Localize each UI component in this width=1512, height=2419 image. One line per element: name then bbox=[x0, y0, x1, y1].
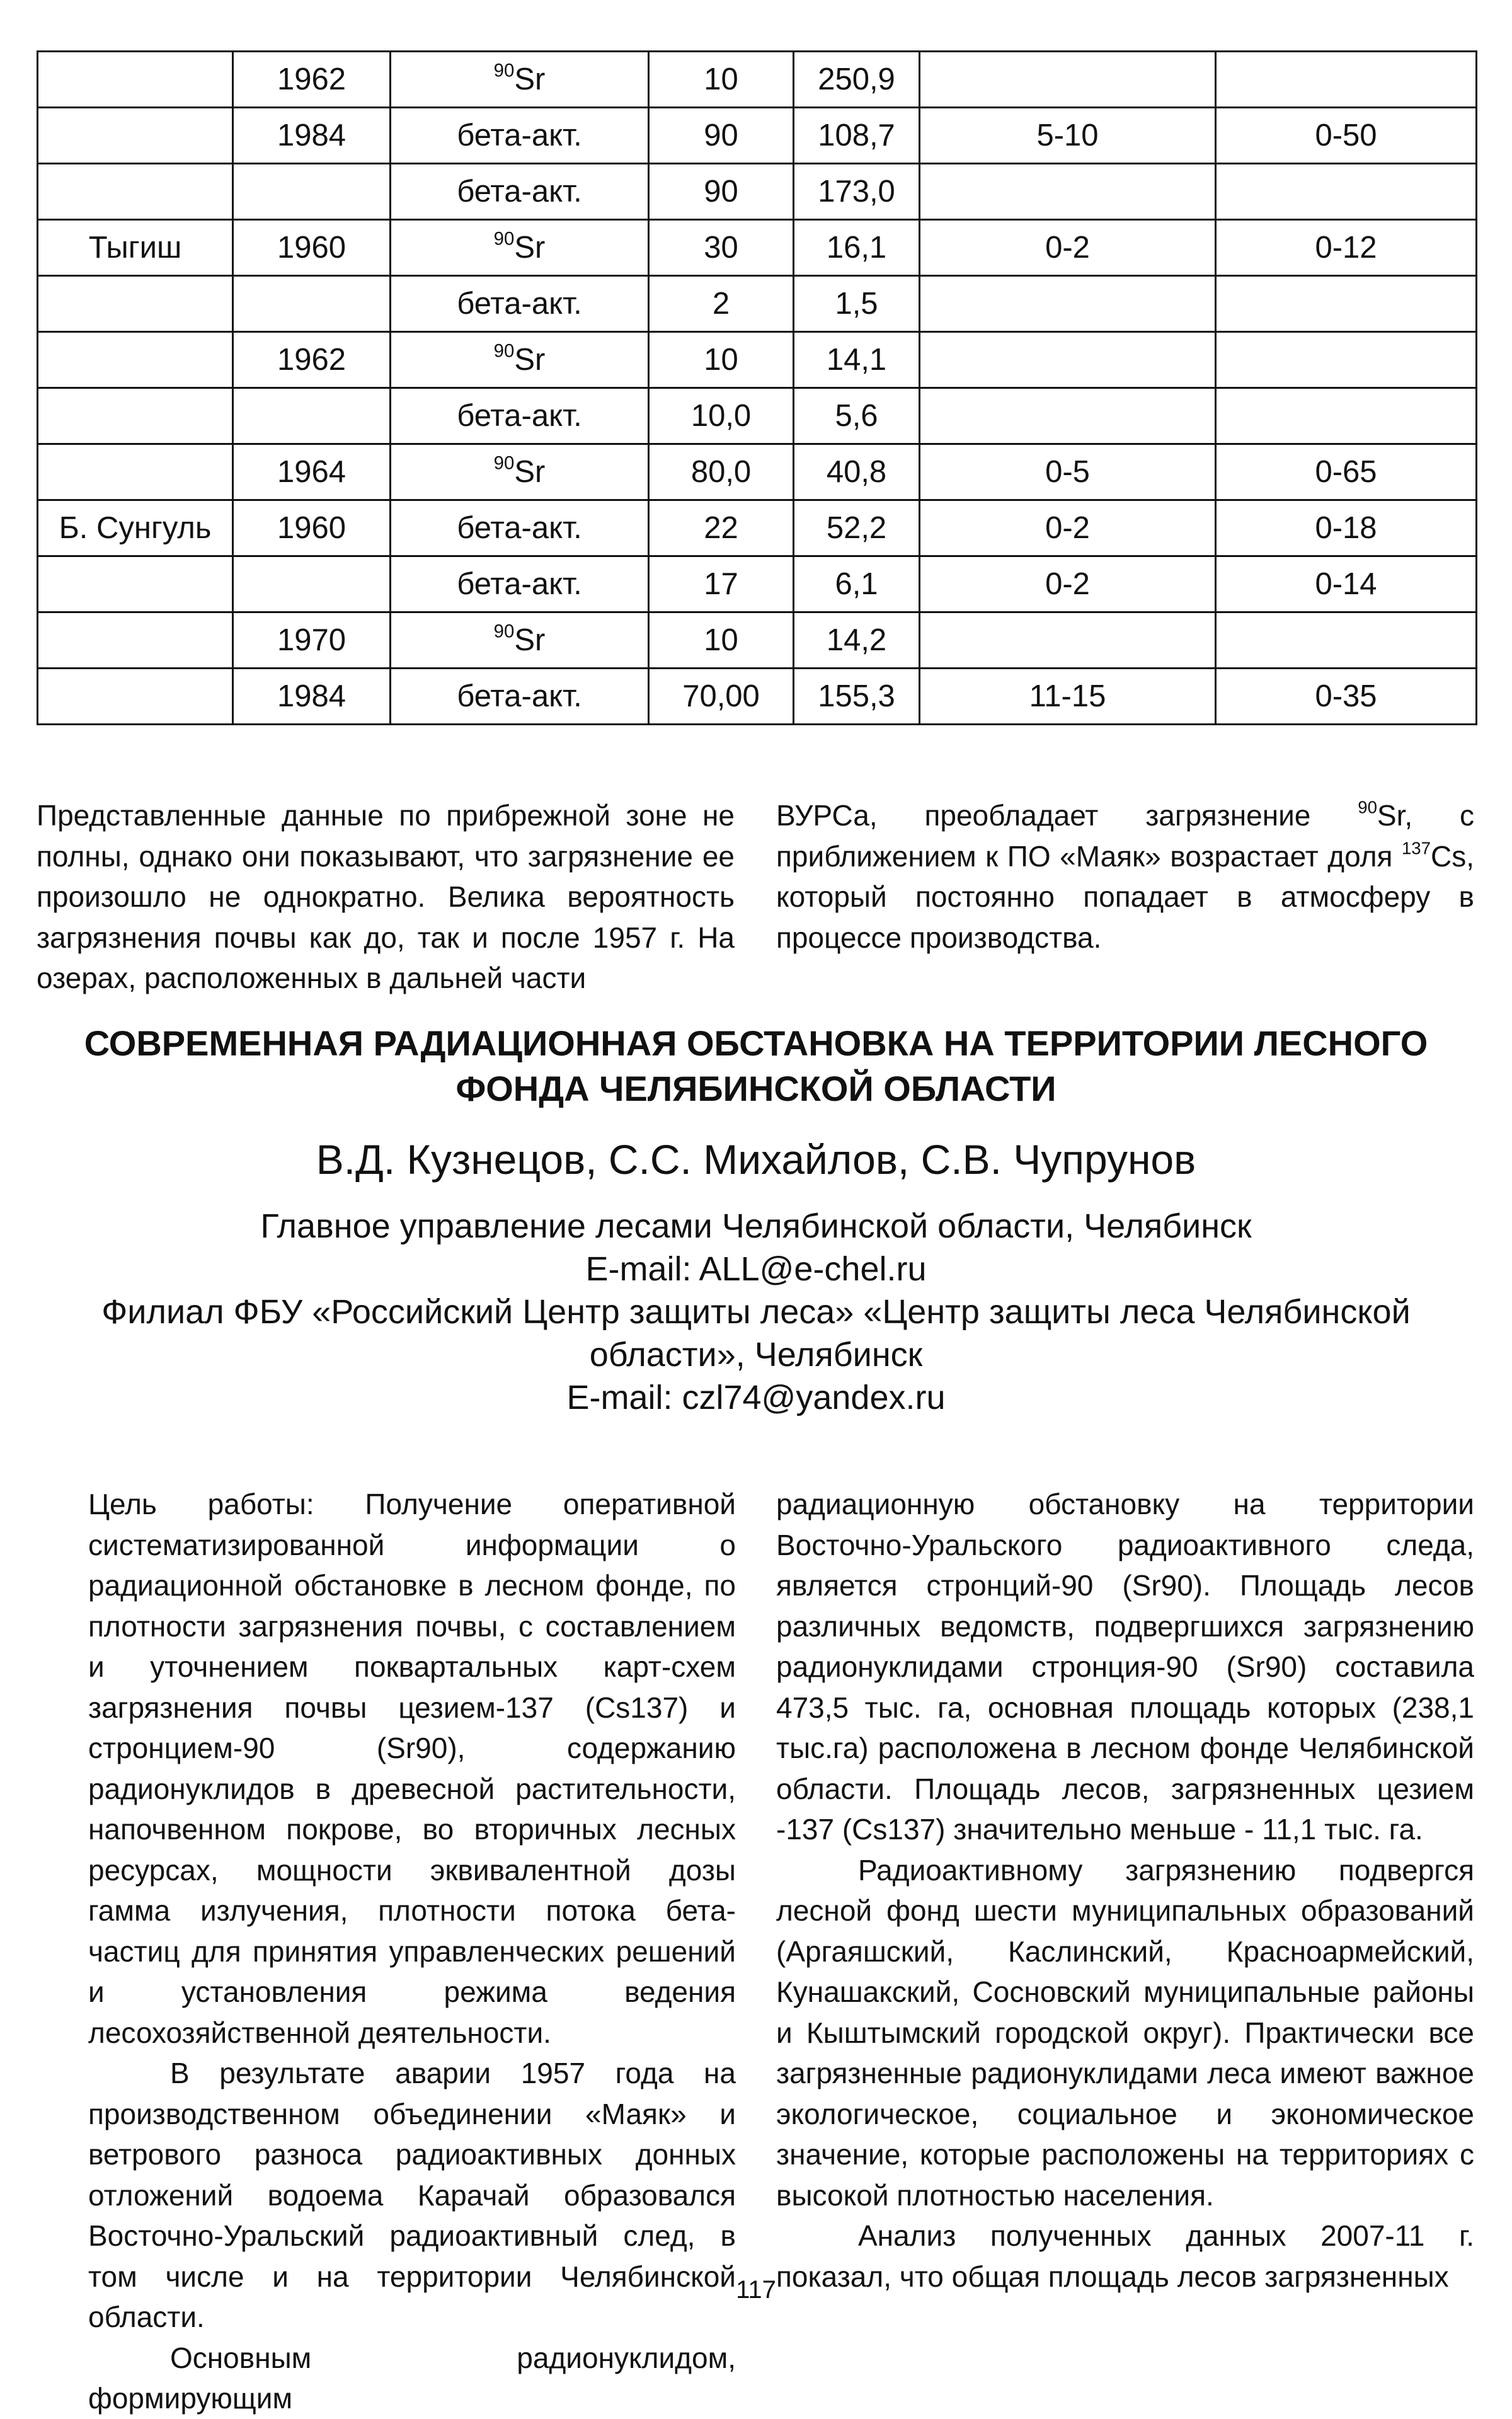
cell-place bbox=[38, 108, 233, 164]
cell-depth: 10,0 bbox=[649, 388, 794, 444]
cell-nuclide: бета-акт. bbox=[391, 276, 649, 332]
cell-range-2 bbox=[1216, 52, 1477, 108]
cell-range-2: 0-18 bbox=[1216, 500, 1477, 556]
cell-depth: 70,00 bbox=[649, 669, 794, 725]
table-body bbox=[38, 52, 1477, 725]
cell-range-2: 0-12 bbox=[1216, 220, 1477, 276]
cell-activity: 173,0 bbox=[794, 164, 920, 220]
cell-range-1: 0-2 bbox=[920, 556, 1216, 612]
table-row bbox=[38, 612, 1477, 669]
cell-year: 1964 bbox=[233, 444, 391, 500]
cell-range-1 bbox=[920, 612, 1216, 669]
table-row bbox=[38, 388, 1477, 444]
cell-nuclide: бета-акт. bbox=[391, 108, 649, 164]
cell-activity: 5,6 bbox=[794, 388, 920, 444]
cell-nuclide: бета-акт. bbox=[391, 500, 649, 556]
cell-depth: 10 bbox=[649, 332, 794, 388]
body-right-column bbox=[776, 1484, 1474, 2297]
cell-range-2 bbox=[1216, 332, 1477, 388]
body-paragraph: радиационную обстановку на территории Восточно-Уральского радиоактивного следа, является стронций-90 (Sr90). Площадь лесов различных ведомств, подвергшихся загрязнению радионуклидами стронция-90 (Sr90) составила 473,5 тыс. га, основная площадь которых (238,1 тыс.га) расположена в лесном фонде Челябинской области. Площадь лесов, загрязненных цезием -137 (Cs137) значительно меньше - 11,1 тыс. га. bbox=[776, 1488, 1474, 1846]
affiliations bbox=[37, 1205, 1475, 1419]
cell-nuclide: $^{90}$Sr bbox=[391, 612, 649, 669]
cell-range-1 bbox=[920, 388, 1216, 444]
intro-left-column bbox=[37, 795, 735, 999]
body-paragraph: Радиоактивному загрязнению подвергся лесной фонд шести муниципальных образований (Аргаяшский, Каслинский, Красноармейский, Кунашакский, Сосновский муниципальные районы и Кыштымский городской округ). Практически все загрязненные радионуклидами леса имеют важное экологическое, социальное и экономическое значение, которые расположены на территориях с высокой плотностью населения. bbox=[776, 1853, 1474, 2212]
cell-range-2 bbox=[1216, 388, 1477, 444]
cell-place: Тыгиш bbox=[38, 220, 233, 276]
table-row bbox=[38, 108, 1477, 164]
cell-depth: 30 bbox=[649, 220, 794, 276]
cell-place bbox=[38, 556, 233, 612]
cell-place bbox=[38, 612, 233, 669]
cell-depth: 22 bbox=[649, 500, 794, 556]
cell-place bbox=[38, 52, 233, 108]
cell-place bbox=[38, 669, 233, 725]
affiliation-1: Главное управление лесами Челябинской области, Челябинск bbox=[260, 1207, 1252, 1245]
intro-right-column bbox=[776, 795, 1474, 958]
cell-year: 1984 bbox=[233, 669, 391, 725]
cell-nuclide: бета-акт. bbox=[391, 669, 649, 725]
cell-place bbox=[38, 388, 233, 444]
cell-year: 1960 bbox=[233, 220, 391, 276]
article-title: СОВРЕМЕННАЯ РАДИАЦИОННАЯ ОБСТАНОВКА НА ТЕРРИТОРИИ ЛЕСНОГО ФОНДА ЧЕЛЯБИНСКОЙ ОБЛАСТИ bbox=[84, 1023, 1428, 1108]
cell-place bbox=[38, 276, 233, 332]
cell-activity: 52,2 bbox=[794, 500, 920, 556]
cell-activity: 14,2 bbox=[794, 612, 920, 669]
cell-year: 1960 bbox=[233, 500, 391, 556]
cell-depth: 10 bbox=[649, 52, 794, 108]
table-row bbox=[38, 444, 1477, 500]
radiation-data-table bbox=[37, 50, 1477, 725]
cell-activity: 14,1 bbox=[794, 332, 920, 388]
cell-activity: 1,5 bbox=[794, 276, 920, 332]
table-row bbox=[38, 52, 1477, 108]
cell-place bbox=[38, 332, 233, 388]
table-row bbox=[38, 276, 1477, 332]
table-row bbox=[38, 220, 1477, 276]
cell-range-1: 11-15 bbox=[920, 669, 1216, 725]
cell-nuclide: $^{90}$Sr bbox=[391, 332, 649, 388]
table-row bbox=[38, 556, 1477, 612]
cell-range-2: 0-50 bbox=[1216, 108, 1477, 164]
cell-year bbox=[233, 388, 391, 444]
cell-activity: 16,1 bbox=[794, 220, 920, 276]
cell-range-1 bbox=[920, 276, 1216, 332]
table-row bbox=[38, 500, 1477, 556]
cell-nuclide: бета-акт. bbox=[391, 556, 649, 612]
cell-year bbox=[233, 556, 391, 612]
cell-range-1 bbox=[920, 52, 1216, 108]
cell-range-2: 0-35 bbox=[1216, 669, 1477, 725]
cell-range-1: 5-10 bbox=[920, 108, 1216, 164]
cell-activity: 40,8 bbox=[794, 444, 920, 500]
cell-nuclide: $^{90}$Sr bbox=[391, 220, 649, 276]
cell-year: 1970 bbox=[233, 612, 391, 669]
authors: В.Д. Кузнецов, С.С. Михайлов, С.В. Чупрунов bbox=[316, 1136, 1196, 1183]
cell-place bbox=[38, 444, 233, 500]
cell-year: 1962 bbox=[233, 332, 391, 388]
cell-year bbox=[233, 276, 391, 332]
cell-activity: 108,7 bbox=[794, 108, 920, 164]
cell-activity: 6,1 bbox=[794, 556, 920, 612]
cell-activity: 250,9 bbox=[794, 52, 920, 108]
cell-range-2: 0-14 bbox=[1216, 556, 1477, 612]
cell-nuclide: бета-акт. bbox=[391, 388, 649, 444]
cell-range-1 bbox=[920, 164, 1216, 220]
cell-nuclide: $^{90}$Sr bbox=[391, 444, 649, 500]
table-row bbox=[38, 164, 1477, 220]
cell-depth: 90 bbox=[649, 108, 794, 164]
cell-place: Б. Сунгуль bbox=[38, 500, 233, 556]
cell-range-2: 0-65 bbox=[1216, 444, 1477, 500]
email-2: E-mail: czl74@yandex.ru bbox=[566, 1379, 946, 1416]
body-paragraph: Анализ полученных данных 2007-11 г. показал, что общая площадь лесов загрязненных bbox=[776, 2219, 1474, 2293]
cell-range-1 bbox=[920, 332, 1216, 388]
cell-year bbox=[233, 164, 391, 220]
page-number: 117 bbox=[736, 2276, 776, 2304]
cell-range-2 bbox=[1216, 276, 1477, 332]
affiliation-2-line-2: области», Челябинск bbox=[589, 1336, 923, 1374]
body-paragraph: Цель работы: Получение оперативной систематизированной информации о радиационной обстановке в лесном фонде, по плотности загрязнения почвы, с составлением и уточнением поквартальных карт-схем загрязнения почвы цезием-137 (Cs137) и стронцием-90 (Sr90), содержанию радионуклидов в древесной растительности, напочвенном покрове, во вторичных лесных ресурсах, мощности эквивалентной дозы гамма излучения, плотности потока бета-частиц для принятия управленческих решений и установления режима ведения лесохозяйственной деятельности. bbox=[88, 1488, 736, 2049]
intro-paragraph: Представленные данные по прибрежной зоне не полны, однако они показывают, что загрязнение ее произошло не однократно. Велика вероятность загрязнения почвы как до, так и после 1957 г. На озерах, расположенных в дальней части bbox=[37, 799, 735, 994]
email-1: E-mail: ALL@e-chel.ru bbox=[585, 1250, 927, 1288]
affiliation-2-line-1: Филиал ФБУ «Российский Центр защиты леса» «Центр защиты леса Челябинской bbox=[101, 1293, 1411, 1331]
cell-depth: 90 bbox=[649, 164, 794, 220]
cell-depth: 17 bbox=[649, 556, 794, 612]
cell-range-2 bbox=[1216, 612, 1477, 669]
cell-depth: 10 bbox=[649, 612, 794, 669]
body-paragraph: В результате аварии 1957 года на производственном объединении «Маяк» и ветрового разноса радиоактивных донных отложений водоема Карачай образовался Восточно-Уральский радиоактивный след, в том числе и на территории Челябинской области. bbox=[88, 2057, 736, 2333]
cell-place bbox=[38, 164, 233, 220]
table-row bbox=[38, 669, 1477, 725]
body-paragraph: Основным радионуклидом, формирующим bbox=[88, 2341, 736, 2415]
cell-depth: 2 bbox=[649, 276, 794, 332]
cell-nuclide: $^{90}$Sr bbox=[391, 52, 649, 108]
table-row bbox=[38, 332, 1477, 388]
intro-continuation: ВУРСа, преобладает загрязнение $^{90}$Sr, с приближением к ПО «Маяк» возрастает доля $^{137}$Cs, который постоянно попадает в атмосферу в процессе производства. bbox=[776, 797, 1474, 954]
cell-nuclide: бета-акт. bbox=[391, 164, 649, 220]
cell-range-1: 0-5 bbox=[920, 444, 1216, 500]
cell-year: 1984 bbox=[233, 108, 391, 164]
cell-range-1: 0-2 bbox=[920, 500, 1216, 556]
cell-year: 1962 bbox=[233, 52, 391, 108]
cell-depth: 80,0 bbox=[649, 444, 794, 500]
cell-range-2 bbox=[1216, 164, 1477, 220]
cell-activity: 155,3 bbox=[794, 669, 920, 725]
cell-range-1: 0-2 bbox=[920, 220, 1216, 276]
